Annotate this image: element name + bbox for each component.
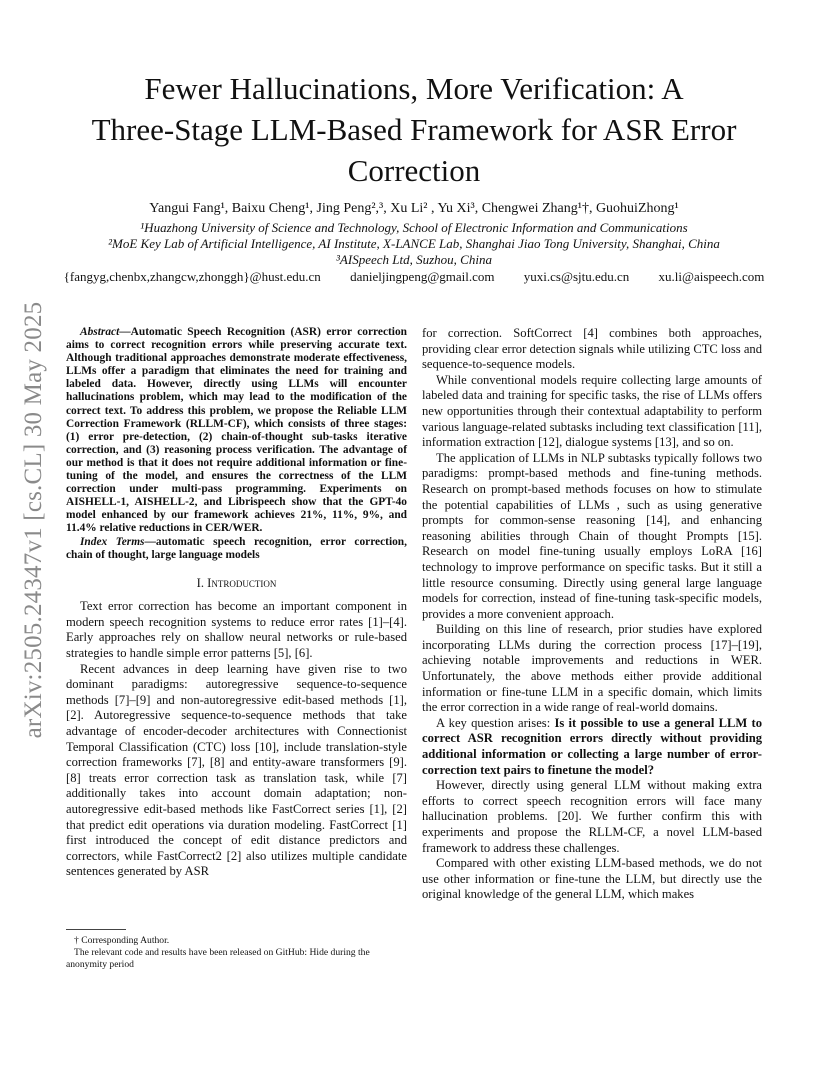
abstract-label: Abstract [80, 326, 120, 338]
paper-title [60, 68, 768, 191]
arxiv-stamp: arXiv:2505.24347v1 [cs.CL] 30 May 2025 [20, 301, 47, 739]
email-3: yuxi.cs@sjtu.edu.cn [523, 269, 630, 284]
affiliation-2: ²MoE Key Lab of Artificial Intelligence, AI Institute, X-LANCE Lab, Shanghai Jiao Tong University, Shanghai, China [108, 236, 720, 251]
right-paragraph-1: for correction. SoftCorrect [4] combines both approaches, providing clear error detection signals while utilizing CTC loss and sequence-to-sequence models. [422, 326, 762, 372]
title-line-1: Fewer Hallucinations, More Verification: A [144, 71, 684, 106]
left-column [66, 326, 407, 880]
footnote-code: The relevant code and results have been released on GitHub: Hide during the anonymity period [66, 947, 370, 970]
right-paragraph-3: The application of LLMs in NLP subtasks typically follows two paradigms: prompt-based methods and fine-tuning methods. Research on prompt-based methods focuses on how to stimulate the potential capabilities of LLMs , such as using generative prompts for common-sense reasoning [14], and enhancing reasoning abilities through Chain of thought Prompts [15]. Research on model fine-tuning usually employs LoRA [16] technology to improve performance on specific tasks. But it still a little resource consuming. Directly using general large language models for correction, instead of fine-tuning task-specific models, provides a more convenient approach. [422, 450, 762, 621]
index-terms-text: —automatic speech recognition, error correction, chain of thought, large language models [66, 535, 407, 561]
index-terms-label: Index Terms [80, 535, 145, 548]
right-paragraph-4: Building on this line of research, prior studies have explored incorporating LLMs during the correction process [17]–[19], achieving notable improvements and reductions in WER. Unfortunately, the above methods either provide additional information or fine-tune LLM in a specific domain, which limits the error correction in a wide range of real-world domains. [422, 622, 762, 715]
footnote-rule [66, 929, 126, 930]
key-question-paragraph [422, 716, 762, 778]
author-list: Yangui Fang¹, Baixu Cheng¹, Jing Peng²,³, Xu Li² , Yu Xi³, Chengwei Zhang¹†, GuohuiZhong¹ [149, 201, 679, 216]
abstract-text: —Automatic Speech Recognition (ASR) error correction aims to correct recognition errors while preserving accurate text. Although traditional approaches demonstrate moderate effectiveness, LLMs offer a paradigm that eliminates the need for training and labeled data. However, directly using LLMs will encounter hallucinations problem, which may lead to the modification of the correct text. To address this problem, we propose the Reliable LLM Correction Framework (RLLM-CF), which consists of three stages: (1) error pre-detection, (2) chain-of-thought sub-tasks iterative correction, and (3) reasoning process verification. The advantage of our method is that it does not require additional information or fine-tuning of the model, and ensures the correctness of the LLM correction under multi-pass programming. Experiments on AISHELL-1, AISHELL-2, and Librispeech show that the GPT-4o model enhanced by our framework achieves 21%, 11%, 9%, and 11.4% relative reductions in CER/WER. [66, 326, 407, 535]
index-terms [66, 536, 407, 562]
right-paragraph-5: However, directly using general LLM without making extra efforts to correct speech recognition errors will face many hallucination problems. [20]. We further confirm this with experiments and propose the RLLM-CF, a novel LLM-based framework to address these challenges. [422, 778, 762, 855]
right-paragraph-2: While conventional models require collecting large amounts of labeled data and training for specific tasks, the rise of LLMs offers new opportunities through their contextual adaptability to perform various language-related subtasks including text classification [11], information extraction [12], dialogue systems [13], and so on. [422, 372, 762, 450]
title-line-2: Three-Stage LLM-Based Framework for ASR Error [91, 112, 737, 147]
section-heading-introduction: I. Introduction [196, 575, 277, 590]
email-1: {fangyg,chenbx,zhangcw,zhonggh}@hust.edu.cn [63, 269, 321, 284]
intro-paragraph-1: Text error correction has become an important component in modern speech recognition systems to reduce error rates [1]–[4]. Early approaches rely on shallow neural networks or rule-based strategies to handle simple error patterns [5], [6]. [66, 599, 407, 661]
title-line-3: Correction [347, 153, 481, 188]
key-question-bold: Is it possible to use a general LLM to correct ASR recognition errors directly without providing additional information or collecting a large number of error-correction text pairs to finetune the model? [422, 715, 762, 777]
footnotes [66, 935, 406, 971]
intro-paragraph-2: Recent advances in deep learning have given rise to two dominant paradigms: autoregressive sequence-to-sequence methods [7]–[9] and non-autoregressive edit-based methods [1], [2]. Autoregressive sequence-to-sequence methods that take advantage of encoder-decoder architectures with Connectionist Temporal Classification (CTC) loss [10], include translation-style correction frameworks [7], [8] and entity-aware transformers [9]. [8] treats error correction task as translation task, while [7] additionally takes into account domain adaptation; non-autoregressive edit-based methods like FastCorrect series [1], [2] that predict edit operations via duration modeling. FastCorrect [1] first introduced the concept of edit distance predictors and correctors, while FastCorrect2 [2] also utilizes multiple candidate sentences generated by ASR [66, 661, 407, 879]
footnote-corresponding: † Corresponding Author. [74, 935, 170, 946]
email-list [40, 269, 788, 285]
email-2: danieljingpeng@gmail.com [350, 269, 495, 284]
affiliation-3: ³AISpeech Ltd, Suzhou, China [336, 252, 492, 267]
abstract [66, 326, 407, 536]
affiliation-1: ¹Huazhong University of Science and Technology, School of Electronic Information and Communications [140, 220, 688, 235]
key-question-lead: A key question arises: [436, 715, 555, 730]
right-column [422, 326, 762, 903]
right-paragraph-6: Compared with other existing LLM-based methods, we do not use other information or fine-tune the LLM, but directly use the original knowledge of the general LLM, which makes [422, 856, 762, 902]
email-4: xu.li@aispeech.com [658, 269, 765, 284]
